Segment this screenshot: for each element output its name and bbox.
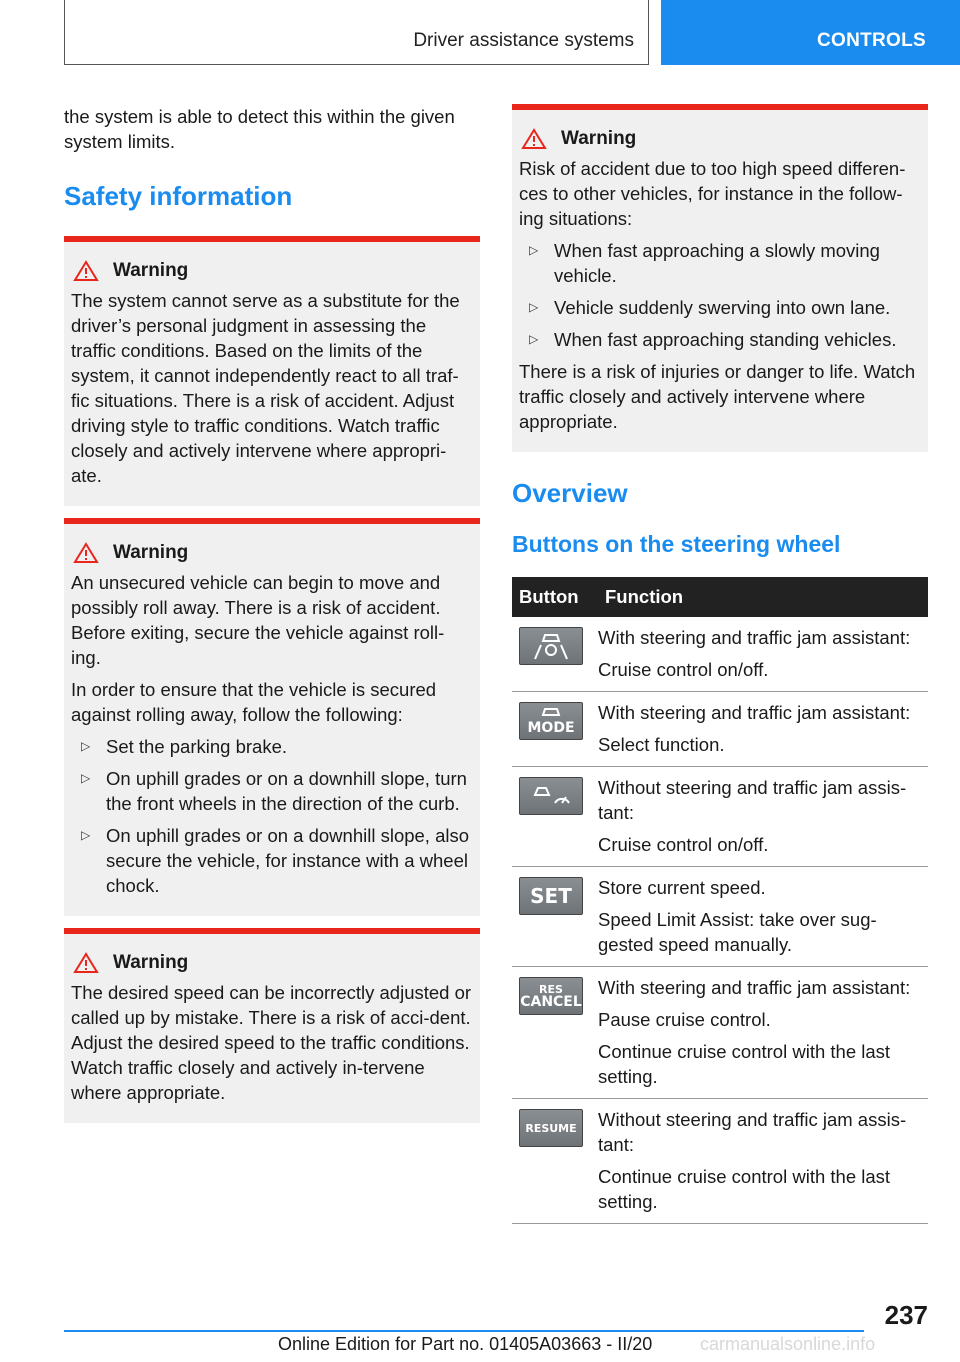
column-header-button: Button <box>512 577 598 617</box>
table-header-row <box>512 577 928 617</box>
triangle-bullet-icon: ▷ <box>81 828 91 842</box>
list-item: ▷ Set the parking brake. <box>81 736 287 757</box>
res-cancel-button-icon: RES CANCEL <box>519 977 583 1015</box>
warning-text: There is a risk of injuries or danger to life. Watch traffic closely and actively intervene where appropriate. <box>519 361 916 432</box>
table-row: MODE With steering and traffic jam assistant: Select function. <box>512 692 928 767</box>
list-item: ▷ On uphill grades or on a downhill slope, turn the front wheels in the direction of the curb. <box>81 768 467 814</box>
warning-list <box>519 238 921 352</box>
header-chapter-title: CONTROLS <box>816 30 926 51</box>
triangle-bullet-icon: ▷ <box>81 771 91 785</box>
set-button-icon: SET <box>519 877 583 915</box>
intro-text: the system is able to detect this within the given system limits. <box>64 106 455 152</box>
edition-text: Online Edition for Part no. 01405A03663 - II/20 <box>278 1334 653 1354</box>
warning-box-4 <box>512 104 928 452</box>
warning-text: The system cannot serve as a substitute for the driver’s personal judgment in assessing the traffic conditions. Based on the limits of the system, it cannot independently react to all traf‐fic situations. There is a risk of accident. Adjust driving style to traffic conditions. Watch traffic closely and actively intervene where appropri‐ate. <box>71 290 460 486</box>
list-item: ▷ When fast approaching standing vehicles. <box>529 329 897 350</box>
overview-heading: Overview <box>512 478 628 508</box>
watermark: carmanualsonline.info <box>700 1334 876 1354</box>
list-item: ▷ Vehicle suddenly swerving into own lane. <box>529 297 891 318</box>
warning-box-2 <box>64 518 480 916</box>
warning-box-1 <box>64 236 480 506</box>
warning-text: In order to ensure that the vehicle is secured against rolling away, follow the following: <box>71 679 437 725</box>
buttons-table <box>512 577 928 1224</box>
warning-triangle-icon <box>73 952 99 974</box>
mode-button-icon: MODE <box>519 702 583 740</box>
left-column <box>64 104 480 1123</box>
warning-text: Risk of accident due to too high speed differen‐ces to other vehicles, for instance in the follow‐ing situations: <box>519 158 906 229</box>
warning-title: Warning <box>71 542 473 564</box>
list-item: ▷ When fast approaching a slowly moving vehicle. <box>529 240 880 286</box>
footer-divider <box>64 1330 864 1332</box>
warning-title: Warning <box>71 952 473 974</box>
column-header-function: Function <box>598 577 928 617</box>
triangle-bullet-icon: ▷ <box>81 739 91 753</box>
warning-triangle-icon <box>73 542 99 564</box>
table-row: Without steering and traffic jam assis‐tant: Cruise control on/off. <box>512 767 928 867</box>
warning-triangle-icon <box>73 260 99 282</box>
triangle-bullet-icon: ▷ <box>529 243 539 257</box>
safety-heading: Safety information <box>64 181 293 211</box>
warning-title: Warning <box>519 128 921 150</box>
header-section-box <box>64 0 649 65</box>
list-item: ▷ On uphill grades or on a downhill slope, also secure the vehicle, for instance with a wheel chock. <box>81 825 470 896</box>
cruise-assistant-icon <box>519 627 583 665</box>
page-number: 237 <box>884 1300 928 1330</box>
table-row: RES CANCEL With steering and traffic jam assistant: Pause cruise control. Continue cruise control with the last setting. <box>512 967 928 1099</box>
warning-text: The desired speed can be incorrectly adjusted or called up by mistake. There is a risk of acci‐dent. Adjust the desired speed to the traffic conditions. Watch traffic closely and actively in‐tervene where appropriate. <box>71 982 472 1103</box>
warning-triangle-icon <box>521 128 547 150</box>
header-section-title: Driver assistance systems <box>413 30 634 51</box>
header-chapter-box <box>661 0 960 65</box>
resume-button-icon: RESUME <box>519 1109 583 1147</box>
buttons-subheading: Buttons on the steering wheel <box>512 531 841 557</box>
right-column <box>512 104 928 1224</box>
warning-box-3 <box>64 928 480 1123</box>
table-row: RESUME Without steering and traffic jam assis‐tant: Continue cruise control with the last setting. <box>512 1099 928 1224</box>
warning-list <box>71 734 473 898</box>
table-row: SET Store current speed. Speed Limit Assist: take over sug‐gested speed manually. <box>512 867 928 967</box>
triangle-bullet-icon: ▷ <box>529 332 539 346</box>
triangle-bullet-icon: ▷ <box>529 300 539 314</box>
cruise-control-icon <box>519 777 583 815</box>
table-row: With steering and traffic jam assistant: Cruise control on/off. <box>512 617 928 692</box>
warning-text: An unsecured vehicle can begin to move and possibly roll away. There is a risk of accident. Before exiting, secure the vehicle against roll‐ing. <box>71 572 445 668</box>
warning-title: Warning <box>71 260 473 282</box>
